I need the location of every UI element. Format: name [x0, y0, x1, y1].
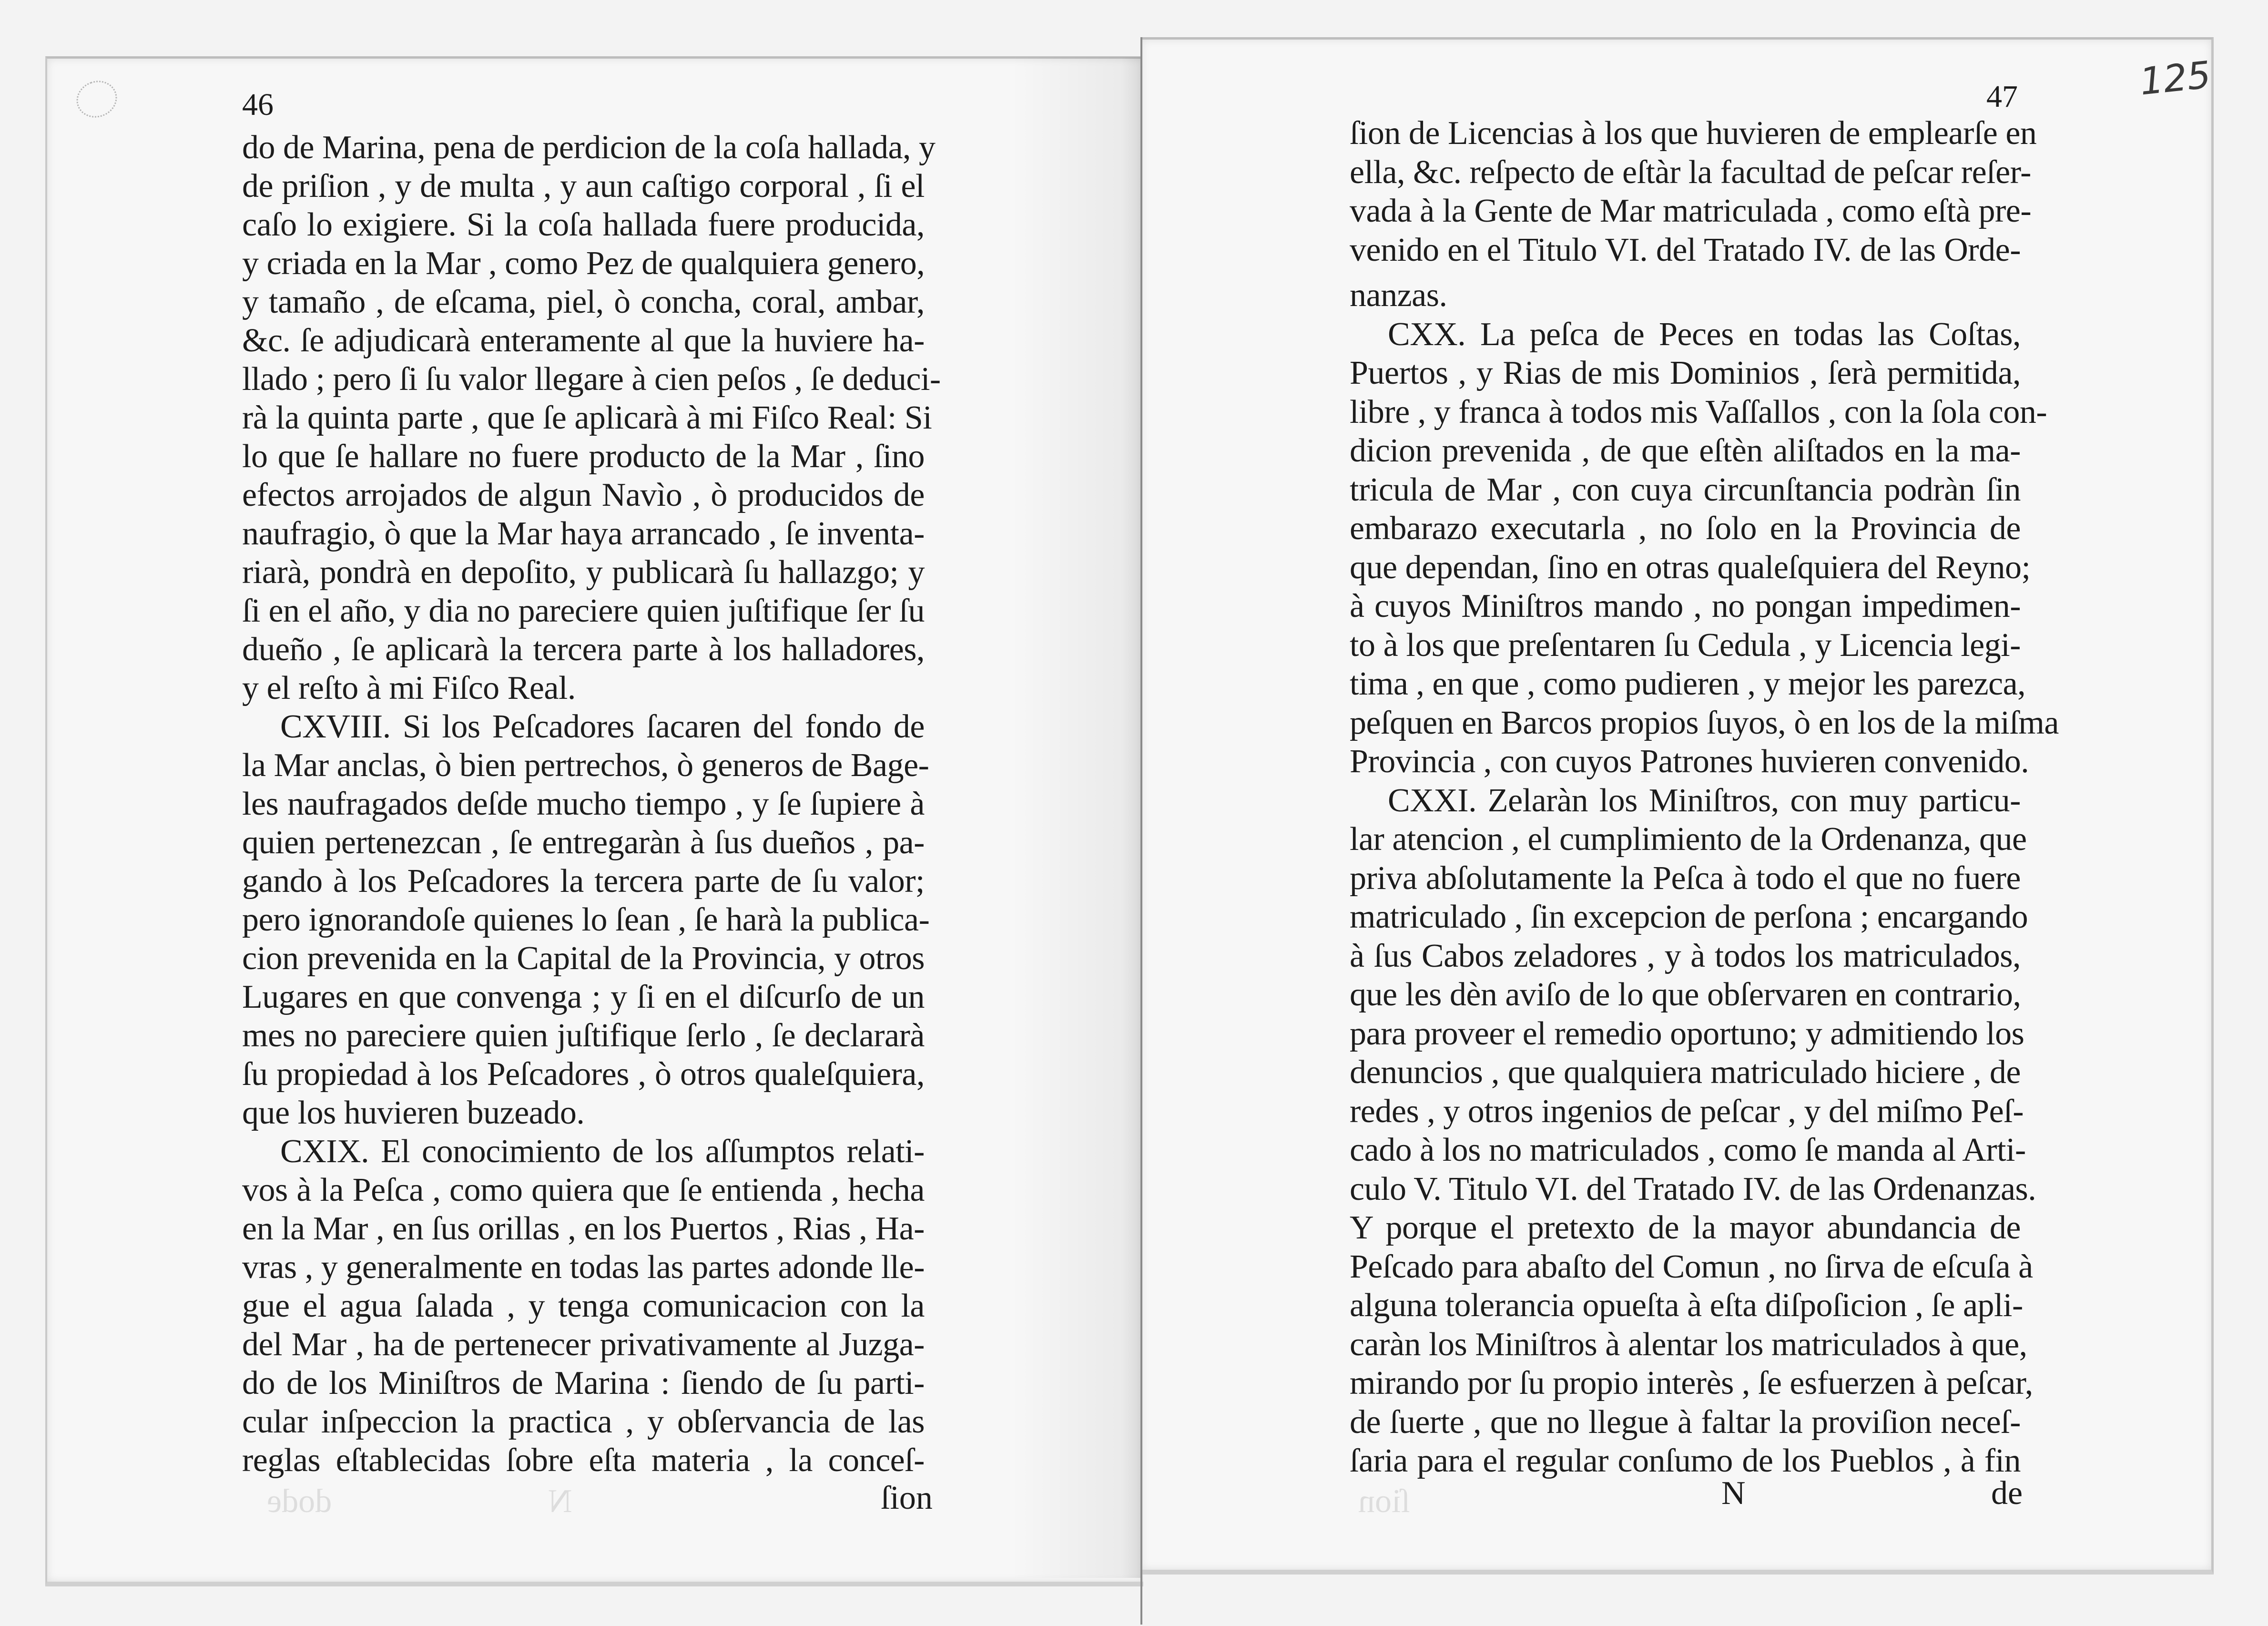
text-line: peſquen en Barcos propios ſuyos, ò en los de la miſma: [1350, 704, 2059, 741]
text-line: lo que ſe hallare no fuere producto de la Mar , ſino: [242, 438, 925, 475]
text-line: del Mar , ha de pertenecer privativamente al Juzga-: [242, 1326, 925, 1363]
text-line: dueño , ſe aplicarà la tercera parte à los halladores,: [242, 631, 925, 668]
text-line: alguna tolerancia opueſta à eſta diſpoſicion , ſe apli-: [1350, 1287, 2023, 1324]
text-line: en la Mar , en ſus orillas , en los Puertos , Rias , Ha-: [242, 1210, 925, 1247]
text-line: à ſus Cabos zeladores , y à todos los matriculados,: [1350, 937, 2021, 974]
text-line: rà la quinta parte , que ſe aplicarà à mi Fiſco Real: Si: [242, 399, 932, 436]
text-line: do de los Miniſtros de Marina : ſiendo de ſu parti-: [242, 1365, 925, 1401]
text-line: matriculado , ſin excepcion de perſona ; encargando: [1350, 899, 2028, 935]
text-line: cion prevenida en la Capital de la Provincia, y otros: [242, 940, 925, 977]
text-line: &c. ſe adjudicarà enteramente al que la huviere ha-: [242, 322, 925, 359]
text-line: y el reſto à mi Fiſco Real.: [242, 670, 576, 706]
text-line: venido en el Titulo VI. del Tratado IV. de las Orde-: [1350, 231, 2021, 268]
text-line: gue el agua ſalada , y tenga comunicacion con la: [242, 1288, 925, 1324]
text-line: de priſion , y de multa , y aun caſtigo corporal , ſi el: [242, 168, 925, 205]
text-line: naufragio, ò que la Mar haya arrancado , ſe inventa-: [242, 515, 925, 552]
text-line: Lugares en que convenga ; y ſi en el diſcurſo de un: [242, 979, 925, 1015]
handwritten-folio-number: 125: [2137, 53, 2213, 104]
text-line: les naufragados deſde mucho tiempo , y ſe ſupiere à: [242, 786, 925, 822]
text-line: Peſcado para abaſto del Comun , no ſirva de eſcuſa à: [1350, 1248, 2033, 1285]
text-line: caràn los Miniſtros à alentar los matriculados à que,: [1350, 1326, 2027, 1363]
text-line: cado à los no matriculados , como ſe manda al Arti-: [1350, 1132, 2026, 1168]
text-line: riarà, pondrà en depoſito, y publicarà ſu hallazgo; y: [242, 554, 925, 591]
page-number-right: 47: [1986, 79, 2018, 114]
text-line: CXXI. Zelaràn los Miniſtros, con muy particu-: [1388, 782, 2021, 819]
text-line: nanzas.: [1350, 277, 1447, 314]
text-line: ſaria para el regular conſumo de los Pueblos , à fin: [1350, 1442, 2021, 1479]
gutter-shadow: [1010, 57, 1141, 1578]
text-line: embarazo executarla , no ſolo en la Provincia de: [1350, 510, 2021, 547]
text-line: vos à la Peſca , como quiera que ſe entienda , hecha: [242, 1172, 925, 1208]
text-line: vras , y generalmente en todas las partes adonde lle-: [242, 1249, 925, 1286]
text-line: to à los que preſentaren ſu Cedula , y Licencia legi-: [1350, 626, 2021, 664]
text-line: gando à los Peſcadores la tercera parte de ſu valor;: [242, 863, 925, 900]
text-line: à cuyos Miniſtros mando , no pongan impedimen-: [1350, 588, 2021, 624]
text-line: CXX. La peſca de Peces en todas las Coſtas,: [1388, 316, 2021, 353]
text-line: ſi en el año, y dia no pareciere quien juſtifique ſer ſu: [242, 593, 925, 629]
text-line: Puertos , y Rias de mis Dominios , ſerà permitida,: [1350, 355, 2021, 391]
text-line: pero ignorandoſe quienes lo ſean , ſe harà la publica-: [242, 901, 930, 938]
text-line: ſion de Licencias à los que huvieren de emplearſe en: [1350, 115, 2037, 152]
text-line: ella, &c. reſpecto de eſtàr la facultad de peſcar reſer-: [1350, 153, 2031, 191]
show-through-text: N: [548, 1483, 572, 1520]
show-through-text: dode: [267, 1483, 332, 1520]
text-line: ſu propiedad à los Peſcadores , ò otros qualeſquiera,: [242, 1056, 925, 1093]
text-line: y criada en la Mar , como Pez de qualquiera genero,: [242, 245, 925, 282]
catchword-right: de: [1991, 1475, 2023, 1512]
text-line: vada à la Gente de Mar matriculada , como eſtà pre-: [1350, 193, 2032, 229]
text-line: dicion prevenida , de que eſtèn aliſtados en la ma-: [1350, 432, 2021, 469]
catchword-left: ſion: [881, 1480, 933, 1516]
text-line: llado ; pero ſi ſu valor llegare à cien peſos , ſe deduci-: [242, 361, 941, 398]
text-line: do de Marina, pena de perdicion de la coſa hallada, y: [242, 129, 936, 166]
text-line: caſo lo exigiere. Si la coſa hallada fuere producida,: [242, 206, 925, 243]
text-line: que dependan, ſino en otras qualeſquiera del Reyno;: [1350, 549, 2031, 586]
text-line: que les dèn aviſo de lo que obſervaren en contrario,: [1350, 976, 2021, 1013]
text-line: tricula de Mar , con cuya circunſtancia podràn ſin: [1350, 471, 2021, 508]
text-line: que los huvieren buzeado.: [242, 1094, 585, 1131]
text-line: la Mar anclas, ò bien pertrechos, ò generos de Bage-: [242, 747, 929, 784]
text-line: para proveer el remedio oportuno; y admitiendo los: [1350, 1015, 2024, 1052]
text-line: culo V. Titulo VI. del Tratado IV. de las Ordenanzas.: [1350, 1170, 2036, 1207]
text-line: denuncios , que qualquiera matriculado hiciere , de: [1350, 1054, 2021, 1091]
text-line: libre , y franca à todos mis Vaſſallos , con la ſola con-: [1350, 393, 2047, 430]
signature-mark: N: [1721, 1475, 1746, 1512]
text-line: redes , y otros ingenios de peſcar , y del miſmo Peſ-: [1350, 1093, 2024, 1130]
text-line: de ſuerte , que no llegue à faltar la proviſion neceſ-: [1350, 1403, 2021, 1441]
text-line: lar atencion , el cumplimiento de la Ordenanza, que: [1350, 821, 2027, 858]
text-line: quien pertenezcan , ſe entregaràn à ſus dueños , pa-: [242, 824, 925, 861]
text-line: y tamaño , de eſcama, piel, ò concha, coral, ambar,: [242, 284, 925, 320]
text-line: priva abſolutamente la Peſca à todo el que no fuere: [1350, 859, 2021, 897]
book-spine: [1140, 37, 1142, 1625]
page-number-left: 46: [242, 87, 274, 122]
text-line: mirando por ſu propio interès , ſe esfuerzen à peſcar,: [1350, 1365, 2033, 1401]
show-through-text: ſion: [1358, 1483, 1410, 1520]
text-line: CXVIII. Si los Peſcadores ſacaren del fondo de: [280, 708, 925, 745]
text-line: efectos arrojados de algun Navìo , ò producidos de: [242, 477, 925, 513]
text-line: tima , en que , como pudieren , y mejor les parezca,: [1350, 665, 2026, 702]
text-line: cular inſpeccion la practica , y obſervancia de las: [242, 1403, 925, 1440]
text-line: mes no pareciere quien juſtifique ſerlo , ſe declararà: [242, 1017, 925, 1054]
text-line: Y porque el pretexto de la mayor abundancia de: [1350, 1209, 2021, 1246]
text-line: CXIX. El conocimiento de los aſſumptos relati-: [280, 1133, 925, 1170]
text-line: Provincia , con cuyos Patrones huvieren convenido.: [1350, 743, 2029, 780]
text-line: reglas eſtablecidas ſobre eſta materia , la conceſ-: [242, 1442, 925, 1479]
